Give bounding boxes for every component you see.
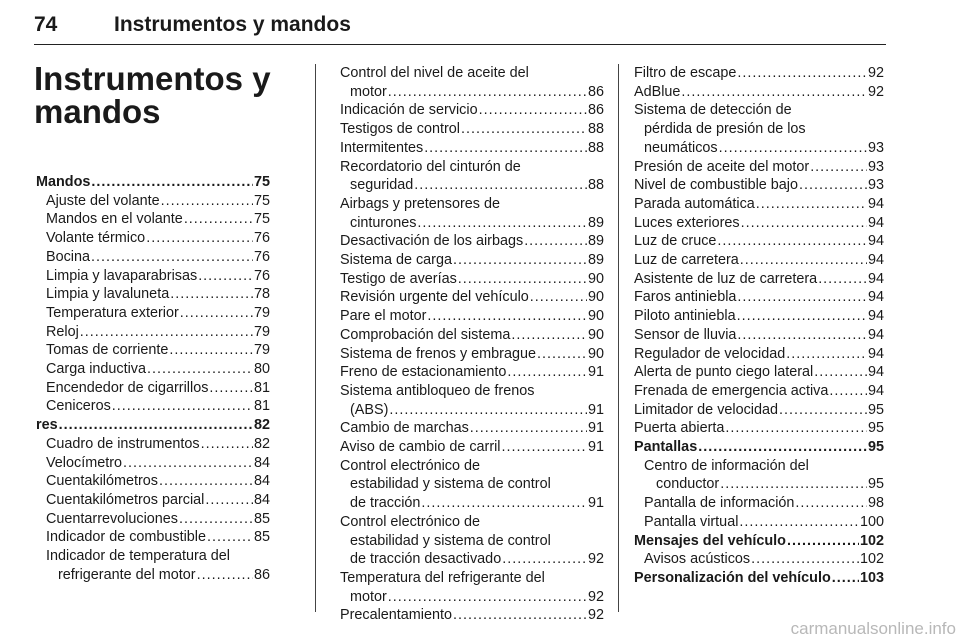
toc-column-3 (634, 64, 884, 588)
toc-entry-page: 80 (253, 361, 270, 378)
dot-leader (453, 251, 587, 270)
toc-entry-title: Cambio de marchas (340, 420, 469, 437)
toc-heading[interactable] (36, 173, 270, 192)
dot-leader (417, 214, 587, 233)
dot-leader (414, 176, 587, 195)
dot-leader (201, 435, 253, 454)
toc-entry[interactable] (634, 232, 884, 251)
toc-entry[interactable] (634, 419, 884, 438)
toc-entry-title: Sensor de lluvia (634, 326, 737, 343)
toc-entry-page: 94 (867, 270, 884, 287)
dot-leader (818, 270, 867, 289)
dot-leader (197, 566, 253, 585)
toc-entry[interactable] (634, 382, 884, 401)
toc-entry-title: Personalización del vehículo (634, 569, 831, 586)
toc-entry-page: 76 (253, 230, 270, 247)
toc-entry-title: Temperatura exterior (46, 304, 179, 321)
dot-leader (209, 379, 253, 398)
toc-entry-title: Ceniceros (46, 398, 111, 415)
dot-leader (502, 438, 587, 457)
toc-entry[interactable] (36, 472, 270, 491)
toc-entry[interactable] (36, 397, 270, 416)
toc-entry-page: 91 (587, 495, 604, 512)
toc-entry-title: AdBlue (634, 83, 681, 100)
toc-entry-title: Cuentakilómetros parcial (46, 491, 205, 508)
toc-entry-page: 89 (587, 233, 604, 250)
toc-entry-page: 81 (253, 379, 270, 396)
toc-entry[interactable] (340, 214, 604, 233)
toc-entry-page: 76 (253, 248, 270, 265)
toc-entry-title: Intermitentes (340, 139, 424, 156)
toc-entry-title: Sistema de frenos y embrague (340, 345, 536, 362)
toc-entry-page: 88 (587, 139, 604, 156)
toc-entry-title: Luces exteriores (634, 214, 740, 231)
toc-entry[interactable] (36, 510, 270, 529)
dot-leader (814, 363, 867, 382)
toc-entry-title: Faros antiniebla (634, 289, 737, 306)
toc-line: estabilidad y sistema de control (350, 532, 551, 549)
toc-line: Sistema de detección de (634, 102, 792, 119)
dot-leader (502, 550, 587, 569)
dot-leader (740, 251, 867, 270)
column-divider-1 (315, 64, 316, 612)
column-divider-2 (618, 64, 619, 612)
toc-entry[interactable] (634, 214, 884, 233)
dot-leader (795, 494, 867, 513)
dot-leader (786, 345, 867, 364)
dot-leader (507, 363, 587, 382)
toc-entry-page: 88 (587, 121, 604, 138)
toc-entry-title: Frenada de emergencia activa (634, 382, 829, 399)
dot-leader (530, 288, 587, 307)
toc-entry-page: 93 (867, 158, 884, 175)
dot-leader (787, 532, 859, 551)
toc-entry[interactable] (340, 419, 604, 438)
toc-line: Sistema antibloqueo de frenos (340, 382, 535, 399)
toc-entry[interactable] (340, 176, 604, 195)
dot-leader (453, 606, 587, 625)
toc-entry[interactable] (36, 454, 270, 473)
dot-leader (421, 494, 587, 513)
toc-entry-title: (ABS) (350, 401, 389, 418)
toc-entry-title: Desactivación de los airbags (340, 233, 524, 250)
toc-entry-page: 95 (867, 476, 884, 493)
toc-entry[interactable] (36, 341, 270, 360)
toc-entry[interactable] (340, 401, 604, 420)
dot-leader (159, 472, 253, 491)
toc-entry-page: 100 (859, 513, 884, 530)
dot-leader (205, 491, 253, 510)
toc-entry-page: 89 (587, 252, 604, 269)
dot-leader (756, 195, 867, 214)
toc-entry[interactable] (36, 323, 270, 342)
dot-leader (179, 510, 253, 529)
toc-entry[interactable] (634, 176, 884, 195)
dot-leader (832, 569, 859, 588)
toc-entry-title: Mandos en el volante (46, 211, 183, 228)
toc-entry-title: Revisión urgente del vehículo (340, 289, 529, 306)
toc-entry-title: Precalentamiento (340, 607, 452, 624)
toc-entry[interactable] (36, 248, 270, 267)
toc-entry[interactable] (634, 195, 884, 214)
toc-entry[interactable] (340, 494, 604, 513)
toc-entry-title: Pantallas (634, 439, 698, 456)
dot-leader (739, 513, 859, 532)
toc-entry-page: 76 (253, 267, 270, 284)
dot-leader (198, 267, 253, 286)
toc-entry-page: 90 (587, 345, 604, 362)
toc-entry-title: seguridad (350, 177, 414, 194)
toc-entry[interactable] (634, 307, 884, 326)
toc-entry[interactable] (36, 491, 270, 510)
dot-leader (112, 397, 253, 416)
dot-leader (717, 232, 867, 251)
dot-leader (810, 158, 867, 177)
toc-entry-title: Alerta de punto ciego lateral (634, 364, 814, 381)
dot-leader (737, 307, 867, 326)
toc-entry[interactable] (634, 64, 884, 83)
toc-entry-title: refrigerante del motor (58, 566, 196, 583)
toc-entry[interactable] (36, 435, 270, 454)
toc-entry-title: Pare el motor (340, 308, 427, 325)
dot-leader (741, 214, 867, 233)
toc-entry-page: 79 (253, 304, 270, 321)
toc-entry-title: Presión de aceite del motor (634, 158, 810, 175)
toc-entry-title: Regulador de velocidad (634, 345, 786, 362)
toc-entry-title: Indicador de combustible (46, 529, 206, 546)
toc-entry[interactable] (340, 251, 604, 270)
toc-entry-page: 92 (587, 588, 604, 605)
toc-entry-title: Pantalla de información (644, 495, 795, 512)
dot-leader (161, 192, 253, 211)
toc-entry-page: 84 (253, 454, 270, 471)
toc-entry-title: motor (350, 588, 387, 605)
dot-leader (725, 419, 867, 438)
toc-entry-title: de tracción desactivado (350, 551, 502, 568)
toc-entry[interactable] (340, 326, 604, 345)
toc-entry-title: Comprobación del sistema (340, 326, 511, 343)
toc-entry-page: 88 (587, 177, 604, 194)
toc-entry-page: 85 (253, 529, 270, 546)
toc-heading[interactable] (634, 569, 884, 588)
dot-leader (461, 120, 587, 139)
chapter-title-line-2: mandos (34, 93, 161, 130)
toc-column-2 (340, 64, 604, 625)
toc-entry-title: Encendedor de cigarrillos (46, 379, 209, 396)
toc-entry-page: 102 (859, 532, 884, 549)
toc-line: Indicador de temperatura del (46, 548, 230, 565)
toc-entry-title: Testigos de control (340, 121, 460, 138)
toc-entry-page: 82 (253, 417, 270, 434)
toc-entry-title: Ajuste del volante (46, 192, 160, 209)
toc-entry[interactable] (634, 494, 884, 513)
toc-entry[interactable] (634, 363, 884, 382)
toc-entry[interactable] (340, 588, 604, 607)
toc-entry-page: 91 (587, 420, 604, 437)
toc-entry[interactable] (340, 438, 604, 457)
toc-line: Centro de información del (644, 457, 809, 474)
toc-line: estabilidad y sistema de control (350, 476, 551, 493)
dot-leader (737, 326, 867, 345)
toc-entry[interactable] (634, 550, 884, 569)
toc-entry-page: 91 (587, 364, 604, 381)
toc-entry-title: Bocina (46, 248, 91, 265)
toc-entry-page: 85 (253, 510, 270, 527)
toc-entry-page: 75 (253, 174, 270, 190)
dot-leader (719, 139, 867, 158)
dot-leader (458, 270, 587, 289)
toc-entry[interactable] (36, 566, 270, 585)
dot-leader (737, 64, 867, 83)
toc-entry-page: 90 (587, 326, 604, 343)
dot-leader (779, 401, 867, 420)
dot-leader (511, 326, 587, 345)
dot-leader (388, 588, 587, 607)
toc-entry-page: 86 (253, 566, 270, 583)
toc-entry[interactable] (634, 513, 884, 532)
toc-entry-page: 93 (867, 139, 884, 156)
toc-entry[interactable] (340, 101, 604, 120)
toc-entry[interactable] (340, 345, 604, 364)
toc-entry-title: Reloj (46, 323, 79, 340)
dot-leader (170, 285, 253, 304)
toc-entry[interactable] (634, 270, 884, 289)
toc-line: Control electrónico de (340, 513, 480, 530)
toc-entry-page: 75 (253, 192, 270, 209)
dot-leader (388, 83, 587, 102)
dot-leader (207, 528, 253, 547)
toc-entry-title: Limpia y lavaparabrisas (46, 267, 198, 284)
toc-entry-title: motor (350, 83, 387, 100)
toc-entry-page: 92 (867, 65, 884, 81)
dot-leader (681, 83, 867, 102)
toc-entry-title: Aviso de cambio de carril (340, 439, 501, 456)
toc-entry-page: 86 (587, 83, 604, 100)
toc-entry[interactable] (340, 83, 604, 102)
toc-entry-page: 91 (587, 439, 604, 456)
toc-entry-page: 94 (867, 308, 884, 325)
toc-entry-page: 94 (867, 195, 884, 212)
toc-entry-title: res (36, 417, 58, 434)
toc-column-1 (36, 173, 270, 584)
toc-entry-page: 92 (867, 83, 884, 100)
dot-leader (91, 173, 253, 192)
toc-entry-page: 94 (867, 214, 884, 231)
dot-leader (737, 288, 867, 307)
dot-leader (147, 360, 253, 379)
toc-entry-title: Filtro de escape (634, 65, 737, 81)
toc-entry[interactable] (634, 401, 884, 420)
toc-entry-title: Luz de carretera (634, 252, 739, 269)
toc-entry-page: 95 (867, 401, 884, 418)
toc-entry-page: 95 (867, 439, 884, 456)
toc-entry[interactable] (340, 120, 604, 139)
toc-entry-title: Tomas de corriente (46, 342, 169, 359)
toc-line: Control del nivel de aceite del (340, 65, 529, 81)
toc-entry-title: Sistema de carga (340, 252, 452, 269)
toc-line: Airbags y pretensores de (340, 195, 500, 212)
toc-entry-page: 84 (253, 491, 270, 508)
toc-entry[interactable] (36, 229, 270, 248)
toc-entry-page: 94 (867, 345, 884, 362)
toc-line: Recordatorio del cinturón de (340, 158, 521, 175)
toc-entry[interactable] (634, 158, 884, 177)
watermark: carmanualsonline.info (790, 619, 956, 638)
toc-entry-page: 79 (253, 323, 270, 340)
toc-entry[interactable] (634, 475, 884, 494)
toc-entry-title: Piloto antiniebla (634, 308, 736, 325)
toc-heading[interactable] (634, 532, 884, 551)
toc-entry-page: 78 (253, 286, 270, 303)
toc-entry-title: Asistente de luz de carretera (634, 270, 818, 287)
dot-leader (123, 454, 253, 473)
page-header (34, 6, 886, 45)
toc-entry[interactable] (36, 285, 270, 304)
toc-entry-page: 90 (587, 289, 604, 306)
toc-entry-page: 94 (867, 289, 884, 306)
toc-entry-title: Volante térmico (46, 230, 146, 247)
toc-entry[interactable] (340, 307, 604, 326)
dot-leader (470, 419, 587, 438)
toc-entry-page: 102 (859, 551, 884, 568)
toc-entry[interactable] (340, 550, 604, 569)
toc-entry-title: Testigo de averías (340, 270, 457, 287)
toc-entry-page: 94 (867, 382, 884, 399)
toc-entry-title: Avisos acústicos (644, 551, 751, 568)
dot-leader (799, 176, 867, 195)
toc-entry-page: 91 (587, 401, 604, 418)
toc-entry-title: Cuadro de instrumentos (46, 435, 200, 452)
dot-leader (180, 304, 253, 323)
dot-leader (427, 307, 587, 326)
dot-leader (524, 232, 587, 251)
toc-entry-page: 98 (867, 495, 884, 512)
toc-entry-page: 81 (253, 398, 270, 415)
toc-entry-title: Mandos (36, 174, 91, 190)
toc-entry-title: Parada automática (634, 195, 755, 212)
toc-entry[interactable] (340, 363, 604, 382)
toc-line: pérdida de presión de los (644, 121, 806, 138)
toc-entry-title: Velocímetro (46, 454, 122, 471)
toc-entry[interactable] (634, 345, 884, 364)
dot-leader (91, 248, 253, 267)
toc-entry-page: 89 (587, 214, 604, 231)
toc-entry-page: 93 (867, 177, 884, 194)
toc-entry-title: Limpia y lavaluneta (46, 286, 170, 303)
dot-leader (184, 210, 253, 229)
toc-entry-title: Pantalla virtual (644, 513, 739, 530)
toc-entry[interactable] (36, 360, 270, 379)
toc-entry-page: 86 (587, 102, 604, 119)
toc-entry[interactable] (340, 288, 604, 307)
toc-entry[interactable] (340, 232, 604, 251)
toc-entry-page: 94 (867, 233, 884, 250)
toc-entry[interactable] (340, 139, 604, 158)
toc-entry[interactable] (36, 304, 270, 323)
toc-entry-page: 92 (587, 607, 604, 624)
toc-entry-page: 82 (253, 435, 270, 452)
toc-entry[interactable] (340, 270, 604, 289)
dot-leader (829, 382, 867, 401)
dot-leader (537, 345, 587, 364)
toc-entry-title: Nivel de combustible bajo (634, 177, 798, 194)
section-title: Instrumentos y mandos (114, 13, 351, 36)
toc-entry-title: neumáticos (644, 139, 718, 156)
toc-entry-page: 75 (253, 211, 270, 228)
toc-entry-page: 103 (859, 569, 884, 586)
toc-entry-title: Limitador de velocidad (634, 401, 778, 418)
chapter-title (34, 62, 304, 128)
dot-leader (479, 101, 587, 120)
toc-entry[interactable] (340, 606, 604, 625)
dot-leader (389, 401, 587, 420)
toc-entry[interactable] (36, 528, 270, 547)
toc-entry[interactable] (36, 192, 270, 211)
dot-leader (751, 550, 859, 569)
dot-leader (80, 323, 253, 342)
page-number: 74 (34, 13, 58, 36)
toc-entry-title: de tracción (350, 495, 421, 512)
dot-leader (169, 341, 253, 360)
toc-line: Control electrónico de (340, 457, 480, 474)
toc-entry-page: 79 (253, 342, 270, 359)
toc-entry-title: Indicación de servicio (340, 102, 478, 119)
toc-entry-page: 84 (253, 473, 270, 490)
toc-entry-page: 92 (587, 551, 604, 568)
toc-entry-title: conductor (656, 476, 720, 493)
dot-leader (698, 438, 867, 457)
toc-entry-title: Carga inductiva (46, 361, 146, 378)
toc-entry-title: Luz de cruce (634, 233, 717, 250)
toc-entry[interactable] (36, 267, 270, 286)
toc-entry-title: Mensajes del vehículo (634, 532, 786, 549)
toc-entry[interactable] (36, 210, 270, 229)
toc-entry[interactable] (634, 139, 884, 158)
toc-entry-page: 90 (587, 270, 604, 287)
toc-entry-page: 94 (867, 252, 884, 269)
toc-entry-page: 94 (867, 326, 884, 343)
dot-leader (146, 229, 253, 248)
toc-entry-title: Cuentakilómetros (46, 473, 158, 490)
toc-entry[interactable] (634, 83, 884, 102)
toc-entry-title: Freno de estacionamiento (340, 364, 507, 381)
dot-leader (424, 139, 587, 158)
toc-entry[interactable] (634, 326, 884, 345)
toc-entry-page: 95 (867, 420, 884, 437)
toc-entry-page: 90 (587, 308, 604, 325)
toc-heading[interactable] (634, 438, 884, 457)
toc-entry[interactable] (634, 251, 884, 270)
toc-entry-title: Puerta abierta (634, 420, 725, 437)
chapter-title-line-1: Instrumentos y (34, 60, 271, 97)
toc-line: Temperatura del refrigerante del (340, 569, 545, 586)
dot-leader (720, 475, 867, 494)
toc-entry[interactable] (634, 288, 884, 307)
toc-heading[interactable] (36, 416, 270, 435)
toc-entry-title: Cuentarrevoluciones (46, 510, 178, 527)
toc-entry[interactable] (36, 379, 270, 398)
dot-leader (59, 416, 253, 435)
toc-entry-page: 94 (867, 364, 884, 381)
toc-entry-title: cinturones (350, 214, 417, 231)
